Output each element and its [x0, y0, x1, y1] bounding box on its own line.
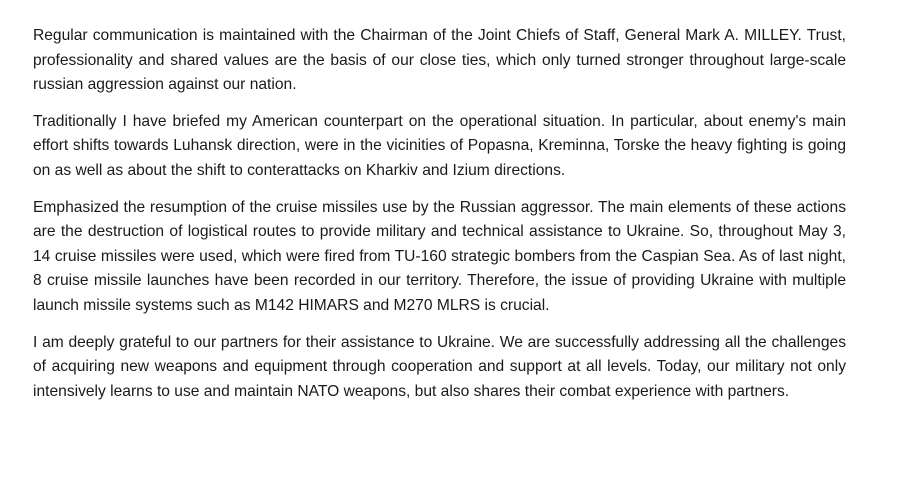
paragraph-operational-briefing: Traditionally I have briefed my American counterpart on the operational situation. In particular, about enemy's main effort shifts towards Luhansk direction, were in the vicinities of Popasna, Kreminna, Torske the heavy fighting is going on as well as about the shift to conterattacks on Kharkiv and Izium directions. [33, 112, 846, 179]
paragraph-communication: Regular communication is maintained with the Chairman of the Joint Chiefs of Staff, General Mark A. MILLEY. Trust, professionality and shared values are the basis of our close ties, which only turned stronger throughout large-scale russian aggression against our nation. [33, 27, 846, 94]
paragraph-gratitude: I am deeply grateful to our partners for their assistance to Ukraine. We are successfully addressing all the challenges of acquiring new weapons and equipment through cooperation and support at all levels. Today, our military not only intensively learns to use and maintain NATO weapons, but also shares their combat experience with partners. [33, 333, 846, 400]
paragraph-cruise-missiles: Emphasized the resumption of the cruise missiles use by the Russian aggressor. The main elements of these actions are the destruction of logistical routes to provide military and technical assistance to Ukraine. So, throughout May 3, 14 cruise missiles were used, which were fired from TU-160 strategic bombers from the Caspian Sea. As of last night, 8 cruise missile launches have been recorded in our territory. Therefore, the issue of providing Ukraine with multiple launch missile systems such as M142 HIMARS and M270 MLRS is crucial. [33, 198, 846, 314]
